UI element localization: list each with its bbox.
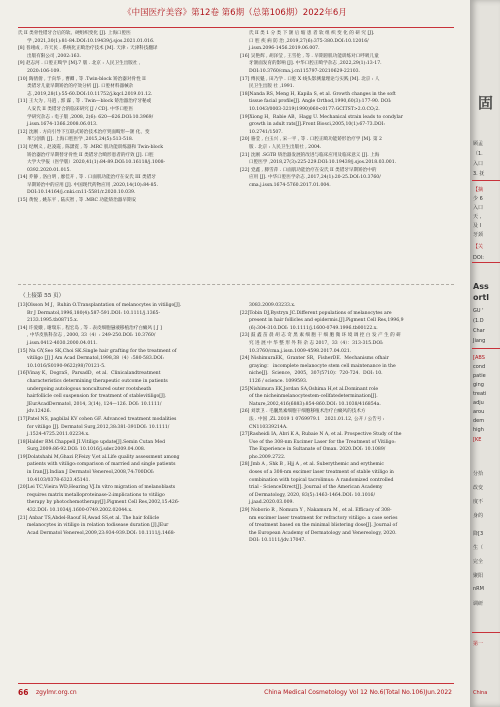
next-page-text-fragment: 第一 <box>473 641 484 647</box>
reference-entry: [13]Olsson M J，Ruhin O.Transplantation of melanocytes in vitiligo[J]. <box>18 303 182 308</box>
reference-line-continued: JEurAcadDermatol, 2014, 3(14), 124—126. DOI: 10.1111/ <box>27 401 162 407</box>
reference-line-continued: requires matrix metalloproteinase-2:implications to vitiligo <box>27 492 165 498</box>
reference-line-continued: 革与创新 [J]. 上海口腔医学 ,2015,24(5):513-518. <box>27 137 134 143</box>
next-page-text-fragment: 及 I <box>473 223 482 229</box>
reference-line-continued: 大学大学报（医学版）2020,41(1):84-89.DOI:10.16118/j.1008- <box>27 160 166 166</box>
reference-line-continued: 志 ,2019,28(1):55-60.DOI:10.11752/j.kqcl.2019.01.12. <box>27 91 153 97</box>
next-page-text-fragment: DOI: <box>473 255 484 261</box>
reference-entry: [15] Na GY,Seo SK,Choi SK.Single hair grafting for the treatment of <box>18 348 177 354</box>
adjacent-page-edge <box>470 0 500 707</box>
reference-entry: [20]Lei TC,Vieira WD,Hearing VJ.In vitro migration of melanoblasts <box>18 485 176 491</box>
header-rule <box>18 27 454 28</box>
reference-entry: [16]Vinay K，DograS，ParsadD，et al．Clinicalandtreatment <box>18 371 161 377</box>
reference-line-continued: 究 进 展 中 华 整 形 外 科 杂 志 2017，33（4）：313-315.DOI: <box>249 340 384 346</box>
reference-line-continued: patients with vitiligo:comparison of married and single patients <box>27 462 176 468</box>
next-page-text-fragment: 3. 抚 <box>473 171 485 177</box>
reference-line-continued: CN110339214A. <box>249 424 288 430</box>
reference-line-continued: doses of a 308-nm excimer laser treatment of stable vitiligo in <box>249 470 394 476</box>
reference-list-top-right <box>240 30 452 282</box>
reference-line-continued: 民卫生出版 社 ,1991. <box>249 84 295 90</box>
next-page-rule <box>472 348 500 349</box>
next-page-title-char: 固 <box>478 94 494 112</box>
reference-entry: [13] 纪纲义 , 赵凌霞 , 陈潇霓 , 等 .MRC 肌功能训练器和 Twin-block <box>18 144 163 150</box>
reference-line-continued: present in hair follicles and epidermis.[J].Pigment Cell Res,1996,9 <box>249 318 404 324</box>
reference-entry: [22] 党鑫 , 滕雪萍 . 口面肌功能治疗在安氏 II 类错牙早期矫治中的 <box>240 167 377 173</box>
reference-line-continued: melanocytes in vitiligo in relation todisease duration [J].JEur <box>27 523 169 529</box>
reference-entry: [27]Rasheidi IA, Abri K A, Rubaie N A, et al. Prospective Study of the <box>240 432 402 438</box>
reference-entry: 氏 II 类骨性错牙合后的软、硬组织变化 [J]. 上海口腔医 <box>18 31 131 36</box>
reference-entry: [19]Xiong H，Rabie AB，Hagg U. Mechanical strain leads to condylar <box>240 114 403 120</box>
reference-line-continued: j.issn.1674-1366.2008.06.013. <box>27 122 98 128</box>
reference-entry: [14] 乔静 , 洛白明 , 廖佳开 , 等 . 口面肌功能治疗在安氏 III 类错牙 <box>18 175 156 181</box>
next-page-text-fragment: nRM <box>473 586 484 592</box>
reference-line-continued: j.issn.0412-4030.2000.04.011. <box>27 340 98 346</box>
next-page-text-fragment: 【关 <box>473 244 484 250</box>
reference-line-continued: The Experience in Sultanate of Oman. 2020.DOI: 10.1089/ <box>249 447 386 453</box>
next-page-text-fragment: arou <box>473 409 485 415</box>
reference-line-continued: 1126 / science. 1099593. <box>249 378 308 384</box>
next-page-text-fragment: 【摘 <box>473 187 484 193</box>
reference-entry: [23] 鼓 鑫 苗 晨 胡 志 奇 黑 素 细 胞 干 细 胞 微 环 境 调 控 白 发 产 生 的 研 <box>240 333 401 339</box>
reference-entry: [21] 沈刚 .SGTB 矫治器发展的改进与临床应用及临床意义 [J]. 上海 <box>240 152 380 158</box>
reference-line-continued: of the nicheinmelanocytestem-cellfatedetermination[J]. <box>249 394 378 400</box>
reference-line-continued: 10.3760/cma.j.issn.1009-4598.2017.04.021. <box>249 348 352 354</box>
reference-line-continued: of Dermatology, 2020, 83(5):1463-1464.DOI: 10.1016/ <box>249 492 376 498</box>
reference-line-continued: 10.4103/0378-6323.45141. <box>27 477 91 483</box>
reference-line-continued: Acad Dermatol Venereol,2009,23:934-939.DOI: 10.1111/j.1468- <box>27 530 176 536</box>
next-page-text-fragment: 生（ <box>473 545 484 551</box>
reference-entry: [25]Nishimura EK,Jordan SA,Oshima H,et al.Dominant role <box>240 386 379 392</box>
next-page-text-fragment: 降[3 <box>473 531 484 537</box>
reference-line-continued: DOI:10.3760/cma.j.cn115797-20210629-22103. <box>249 68 360 74</box>
next-page-text-fragment: 完全 <box>473 559 484 565</box>
reference-line-continued: jdv.12426. <box>27 409 51 415</box>
reference-entry: [22]Tobin DJ,Bystryn JC.Different populations of melanocytes are <box>240 310 392 316</box>
reference-entry: [17] 傅民魁 , 田乃学 . 口腔 X 线头影测量理论与实践 [M]. 北京 : 人 <box>240 76 380 82</box>
reference-line-continued: , 中华皮肤科杂志 , 2000, 33（4）: 249-250.DOI: 10.3760/ <box>27 333 156 339</box>
reference-line-continued: Surg,2009:86-92.DOI: 10.1016/j.sder.2009.04.008. <box>27 447 146 453</box>
next-page-text-fragment: [KE <box>473 437 482 443</box>
reference-line-continued: 2133.1995.tb08715.x. <box>27 318 79 324</box>
next-page-text-fragment: 顾孟 <box>473 141 484 147</box>
next-page-text-fragment: 分拾 <box>473 471 484 477</box>
reference-line-continued: 口腔医学 ,2018,27(3):225-229.DOI:10.19439/j.sjos.2018.03.001. <box>249 160 397 166</box>
footer-journal-info: China Medical Cosmetology Vol 12 No.6(Total No.106)Jun.2022 <box>264 689 452 696</box>
next-page-text-fragment: GU ' <box>473 308 484 314</box>
reference-entry: [17]Patel NS, pagbilal KV cohen GF. Advanced treatment modalities <box>18 416 177 422</box>
reference-entry: [15] 黄悦 , 姚东平 , 陆庆智 , 等 .MRC 功能矫治器早期安 <box>18 198 137 204</box>
next-page-text-fragment: (1.D <box>473 318 484 324</box>
reference-entry: [29] Noborio R , Nomura Y , Nakamura M , et al. Efficacy of 308- <box>240 508 392 514</box>
reference-line-continued: (6):304-310.DOI: 10.1111/j.1600-0749.1996.tb00122.x. <box>249 325 378 331</box>
next-page-text-fragment: ging <box>473 382 484 388</box>
continued-from-note: （上接第 55 页） <box>20 293 65 299</box>
next-page-text-fragment: 调研 <box>473 601 484 607</box>
reference-line-continued: vitiligo [J] J Am Acad Dermatol,1998,38（4）:580-583.DOI: <box>27 356 165 362</box>
next-page-rule <box>472 262 500 263</box>
next-page-text-fragment: Char <box>473 328 485 334</box>
reference-line-continued: 0392.2020.01.015. <box>27 167 71 173</box>
next-page-text-fragment: Ass <box>473 282 489 291</box>
reference-line-continued: j.jaad.2020.03.009. <box>249 500 294 506</box>
reference-line-continued: therapy by photochemotherapy[J].Pigment Cell Res,2002,15:426- <box>27 500 180 506</box>
next-page-text-fragment: Jiang <box>473 338 486 344</box>
reference-entry: [19]Dolatshahi M,Ghazi P,Feizy V,et al.Life quality assessment among <box>18 454 180 460</box>
journal-website: zgylmr.org.cn <box>36 689 77 696</box>
reference-entry: [26] 刘景卫 . 毛囊黑素细胞干细胞移植术治疗白癜风的技术方 <box>240 409 366 415</box>
reference-line-continued: 出版有限公司 ,2002:163. <box>27 53 81 59</box>
next-page-text-fragment: patie <box>473 373 486 379</box>
reference-line-continued: j.1524-4725.2011.02234.x. <box>27 432 90 438</box>
reference-line-continued: 应用 [J]. 中华口腔医学杂志 ,2017,24(1):20-25.DOI:10.3760/ <box>249 175 381 181</box>
next-page-rule <box>472 632 500 633</box>
reference-entry: [21] Anbar TS,Abdel-Raouf H,Awad SS,et al. The hair follicle <box>18 515 160 521</box>
reference-line-continued: Br J Dermatol,1996,180(4):587-591.DOI: 10.1111/j.1365- <box>27 310 161 316</box>
reference-list-top-left <box>18 30 230 282</box>
footer-rule <box>18 683 454 684</box>
next-page-text-fragment: 少 6 <box>473 196 483 202</box>
reference-line-continued: 牙颌面发育的影响 [J]. 中华口腔正畸学杂志 ,2022,29(1):13-17. <box>249 61 382 67</box>
next-page-text-fragment: cond <box>473 364 486 370</box>
reference-line-continued: growth in adult rats[J].Front Biosci,2005,10(1):67-73.DOI: <box>249 122 385 128</box>
next-page-text-fragment: treati <box>473 391 487 397</box>
reference-line-continued: the European Academy of Dermatology and Venereology, 2020. <box>249 530 397 536</box>
reference-entry: [28] Jmb A , Shk B , Hjj A , et al. Suberythemic and erythemic <box>240 462 384 468</box>
reference-entry: [9] 赵志河 . 口腔正畸学 [M].7 版 . 北京 : 人民卫生出版社 , <box>18 61 141 67</box>
reference-line-continued: j.issn.2096-1456.2019.06.007. <box>249 46 320 52</box>
reference-line-continued: DOI: 10.1111/jdv.17047. <box>249 538 306 544</box>
next-page-text-fragment: 度不 <box>473 499 484 505</box>
section-divider <box>18 284 454 285</box>
reference-entry: [10] 陶倩倩 , 于向华 , 曹卿 , 等 .Twin-block 矫治器对骨性 II <box>18 76 146 82</box>
reference-line-continued: 3083.2009.03233.x. <box>249 303 296 308</box>
reference-entry: [12] 沈刚 . 方向引导下互联式矫治技术治疗突面畸形—颌 化、变 <box>18 129 150 135</box>
next-page-text-fragment: [ABS <box>473 355 485 361</box>
reference-line-continued: 版 . 北京 : 人民卫生出版社 , 2004. <box>249 144 322 150</box>
next-page-text-fragment: 天 , <box>473 214 482 220</box>
reference-line-continued: for vitiligo [J]. Dermatol Surg,2012,38:381-391DOI: 10.1111/ <box>27 424 170 430</box>
reference-line-continued: 10.2741/1507. <box>249 129 283 135</box>
reference-line-continued: graying： incomplete melanocyte stem cell maintenance in the <box>249 363 396 369</box>
reference-entry: [18]Nanda RS, Meng H, Kapila S, et al. Growth changes in the soft <box>240 91 396 97</box>
reference-entry: [8] 普翊成 , 许天民 . 系统化正畸治疗技术 [M]. 天津 : 天津科技翻译 <box>18 46 158 52</box>
reference-line-continued: 2020:106-109. <box>27 68 61 74</box>
reference-entry: [16] 吴艳辉 , 胡泽莹 , 王雪伦 , 等 . 早期唇肌功能训练对口呼吸儿童 <box>240 53 379 59</box>
reference-line-continued: 学 ,2021,30(1):81-84.DOI:10.19439/j.sjos.2021.01.016. <box>27 38 155 44</box>
next-page-text-fragment: 身的 <box>473 513 484 519</box>
reference-line-continued: 类错牙儿童早期矫治的疗效分析 [J]. 口腔材料器械杂 <box>27 84 134 90</box>
next-page-text-fragment: China <box>473 690 488 696</box>
reference-list-bottom-left <box>18 302 230 682</box>
reference-line-continued: 法 . 中国 ,ZL 2019 1 0769979.1 2021.01.12, 公开 / 公告号 : <box>249 416 385 422</box>
reference-line-continued: pho.2009.2722. <box>249 454 286 460</box>
reference-line-continued: 432.DOI: 10.1034/j.1600-0749.2002.02044.x. <box>27 508 133 514</box>
next-page-text-fragment: ortl <box>473 293 490 302</box>
reference-line-continued: 口 腔 疾 病 防 治 ,2019,27(6):375-380.DOI:10.12016/ <box>249 38 369 44</box>
reference-line-continued: Nature,2002,416(6883):854-860.DOI: 10.1038/416854a. <box>249 401 381 407</box>
reference-line-continued: 氏 II 类 1 分 类 下 颌 后 缩 患 者 软 组 织 变 化 的 研 究 [J]. <box>249 31 375 36</box>
reference-list-bottom-right <box>240 302 452 682</box>
next-page-text-fragment: 牙颈 <box>473 232 484 238</box>
reference-entry: [14] 许爱娥 , 谢瑞东 , 程宏岛 , 等 . 表皮细胞悬液移植治疗白癜风 [ J ] <box>18 325 162 331</box>
reference-entry: [20] 骆莹 , 白玉兴 , 宋一平 , 等 . 口腔正畸功能矫形治疗学 [M]. 第 2 <box>240 137 382 143</box>
next-page-text-fragment: dem <box>473 418 485 424</box>
reference-line-continued: trial - ScienceDirect[J]. Journal of the American Academy <box>249 485 383 491</box>
reference-line-continued: niche[J]．Science，2005，307(5710)：720-724．DOI: 10. <box>249 371 383 377</box>
reference-line-continued: undergoing autologous noncultured outer rootsheath <box>27 386 152 392</box>
page-number: 66 <box>18 688 29 697</box>
reference-line-continued: 矫治器治疗早期替牙骨性 II 类错牙合畸形患者的疗效 [J]. 口腔 <box>27 152 154 158</box>
next-page-text-fragment: 改变 <box>473 485 484 491</box>
next-page-text-fragment: 入口 <box>473 205 484 211</box>
reference-line-continued: characteristics determining therapeutic outcome in patients <box>27 378 168 384</box>
next-page-text-fragment: adju <box>473 400 484 406</box>
reference-line-continued: tissue facial profile[J]. Angle Orthod,1990,60(3):177-90. DOI: <box>249 99 392 105</box>
reference-entry: [11] 王大为 , 马逍 , 郭 霖 , 等 . Twin—block 矫治器治疗牙秘或 <box>18 99 152 105</box>
reference-entry: [24] NishimuraEK，Granter SR，FisherDE．Mechanisms ofhair <box>240 356 389 362</box>
next-page-text-fragment: 聚阳 <box>473 573 484 579</box>
reference-line-continued: of treatment based on the minimal blistering dose[J]. Journal of <box>249 523 398 529</box>
page-header: 《中国医疗美容》第12卷 第6期（总第106期）2022年6月 <box>123 8 347 18</box>
next-page-text-fragment: 入口 <box>473 161 484 167</box>
reference-line-continued: in Iran[J].Indian J Dermatol Venereol,2008,74:700DOI: <box>27 470 155 476</box>
reference-line-continued: 学研究杂志 : 电子版 ,2008, 2(6): 620—626.DOI:10.3969/ <box>27 114 154 120</box>
reference-line-continued: 早期矫治中的应用 [J]. 中国现代药物应用 ,2020,14(10):84-85. <box>27 182 158 188</box>
reference-line-continued: combination with topical tacrolimus: A randomized controlled <box>249 477 394 483</box>
reference-line-continued: hairfollicle cell suspension for treatment of stablevitiligo[J]． <box>27 394 170 400</box>
reference-line-continued: DOI:10.14164/j.cnki.cn11-5581/r.2020.10.039. <box>27 190 136 196</box>
next-page-text-fragment: （1. <box>473 151 483 157</box>
reference-line-continued: Use of the 308-nm Excimer Laser for the Treatment of Vitiligo: <box>249 439 396 445</box>
reference-line-continued: 人安氏 II 类错牙合的临床研究 [J / CD]. 中华口腔医 <box>27 106 134 112</box>
reference-entry: [18]Halder RM.Chappell JI.Vitiligo update[J].Semin Cutan Med <box>18 439 166 445</box>
next-page-rule <box>472 180 500 181</box>
next-page-text-fragment: high <box>473 427 484 433</box>
reference-line-continued: nm excimer laser treatment for refractory vitiligo: a case series <box>249 515 398 521</box>
reference-line-continued: 10.1043/0003-3219(1990)060<0177:GCITST>2.0.CO;2. <box>249 106 380 112</box>
reference-line-continued: 10.1016/S0190-9622(98)70121-5. <box>27 363 106 369</box>
reference-line-continued: cma.j.issn.1674-5760.2017.01.004. <box>249 182 331 188</box>
